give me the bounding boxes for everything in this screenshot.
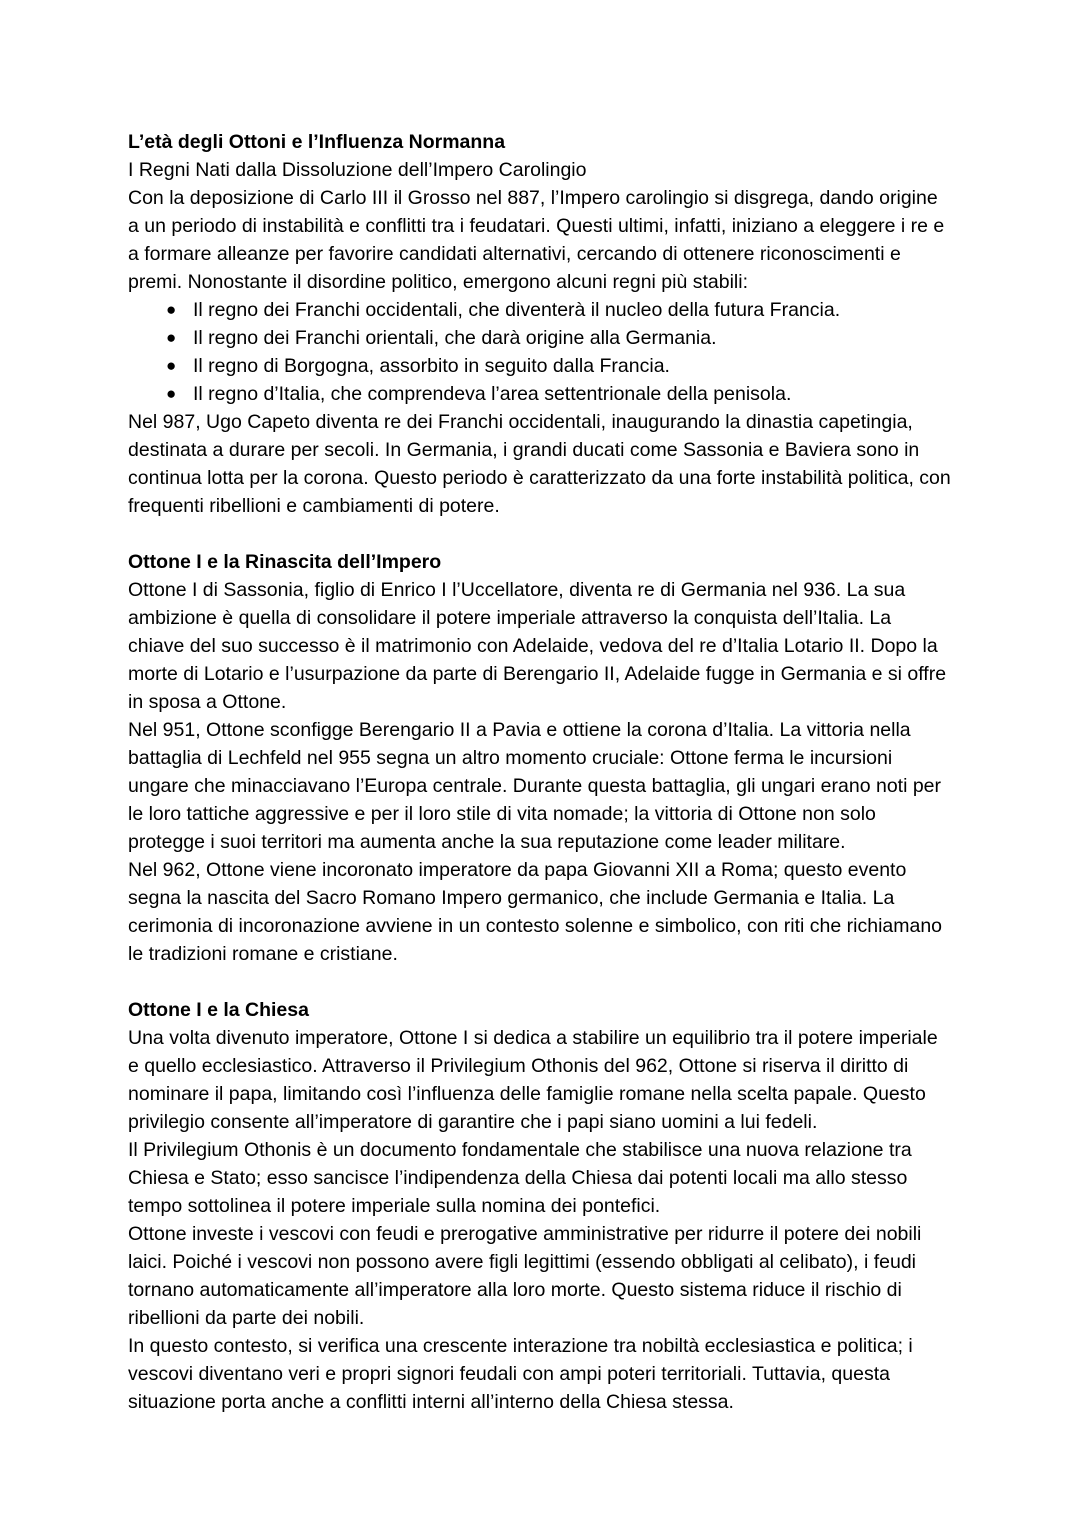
bullet-icon: ● xyxy=(166,356,177,375)
section-rinascita-impero xyxy=(128,548,952,968)
section-subheading: I Regni Nati dalla Dissoluzione dell’Impero Carolingio xyxy=(128,159,587,181)
bullet-icon: ● xyxy=(166,328,177,347)
section-heading: Ottone I e la Rinascita dell’Impero xyxy=(128,551,442,573)
list-item xyxy=(128,380,952,408)
list-item-label: Il regno di Borgogna, assorbito in seguito dalla Francia. xyxy=(193,355,670,377)
paragraph: Ottone I di Sassonia, figlio di Enrico I l’Uccellatore, diventa re di Germania nel 936. La sua ambizione è quella di consolidare il potere imperiale attraverso la conquista dell’Italia. La chiave del suo successo è il matrimonio con Adelaide, vedova del re d’Italia Lotario II. Dopo la morte di Lotario e l’usurpazione da parte di Berengario II, Adelaide fugge in Germania e si offre in sposa a Ottone. xyxy=(128,579,947,713)
section-ottone-e-la-chiesa xyxy=(128,996,952,1416)
section-eta-degli-ottoni xyxy=(128,128,952,520)
section-heading: L’età degli Ottoni e l’Influenza Normanna xyxy=(128,131,506,153)
paragraph: Nel 987, Ugo Capeto diventa re dei Franchi occidentali, inaugurando la dinastia capetingia, destinata a durare per secoli. In Germania, i grandi ducati come Sassonia e Baviera sono in continua lotta per la corona. Questo periodo è caratterizzato da una forte instabilità politica, con frequenti ribellioni e cambiamenti di potere. xyxy=(128,411,951,517)
regni-list xyxy=(128,296,952,408)
list-item xyxy=(128,324,952,352)
list-item xyxy=(128,352,952,380)
document-body xyxy=(128,128,952,1416)
list-item-label: Il regno d’Italia, che comprendeva l’area settentrionale della penisola. xyxy=(193,383,792,405)
paragraph: Il Privilegium Othonis è un documento fondamentale che stabilisce una nuova relazione tra Chiesa e Stato; esso sancisce l’indipendenza della Chiesa dai potenti locali ma allo stesso tempo sottolinea il potere imperiale sulla nomina dei pontefici. xyxy=(128,1139,912,1217)
paragraph: Nel 962, Ottone viene incoronato imperatore da papa Giovanni XII a Roma; questo evento segna la nascita del Sacro Romano Impero germanico, che include Germania e Italia. La cerimonia di incoronazione avviene in un contesto solenne e simbolico, con riti che richiamano le tradizioni romane e cristiane. xyxy=(128,859,943,965)
list-item-label: Il regno dei Franchi occidentali, che diventerà il nucleo della futura Francia. xyxy=(193,299,841,321)
paragraph: Ottone investe i vescovi con feudi e prerogative amministrative per ridurre il potere dei nobili laici. Poiché i vescovi non possono avere figli legittimi (essendo obbligati al celibato), i feudi tornano automaticamente all’imperatore alla loro morte. Questo sistema riduce il rischio di ribellioni da parte dei nobili. xyxy=(128,1223,922,1329)
list-item-label: Il regno dei Franchi orientali, che darà origine alla Germania. xyxy=(193,327,717,349)
section-heading: Ottone I e la Chiesa xyxy=(128,999,309,1021)
paragraph: In questo contesto, si verifica una crescente interazione tra nobiltà ecclesiastica e politica; i vescovi diventano veri e propri signori feudali con ampi poteri territoriali. Tuttavia, questa situazione porta anche a conflitti interni all’interno della Chiesa stessa. xyxy=(128,1335,913,1413)
list-item xyxy=(128,296,952,324)
paragraph: Una volta divenuto imperatore, Ottone I si dedica a stabilire un equilibrio tra il potere imperiale e quello ecclesiastico. Attraverso il Privilegium Othonis del 962, Ottone si riserva il diritto di nominare il papa, limitando così l’influenza delle famiglie romane nella scelta papale. Questo privilegio consente all’imperatore di garantire che i papi siano uomini a lui fedeli. xyxy=(128,1027,938,1133)
paragraph: Con la deposizione di Carlo III il Grosso nel 887, l’Impero carolingio si disgrega, dando origine a un periodo di instabilità e conflitti tra i feudatari. Questi ultimi, infatti, iniziano a eleggere i re e a formare alleanze per favorire candidati alternativi, cercando di ottenere riconoscimenti e premi. Nonostante il disordine politico, emergono alcuni regni più stabili: xyxy=(128,187,945,293)
paragraph: Nel 951, Ottone sconfigge Berengario II a Pavia e ottiene la corona d’Italia. La vittoria nella battaglia di Lechfeld nel 955 segna un altro momento cruciale: Ottone ferma le incursioni ungare che minacciavano l’Europa centrale. Durante questa battaglia, gli ungari erano noti per le loro tattiche aggressive e per il loro stile di vita nomade; la vittoria di Ottone non solo protegge i suoi territori ma aumenta anche la sua reputazione come leader militare. xyxy=(128,719,942,853)
bullet-icon: ● xyxy=(166,300,177,319)
bullet-icon: ● xyxy=(166,384,177,403)
